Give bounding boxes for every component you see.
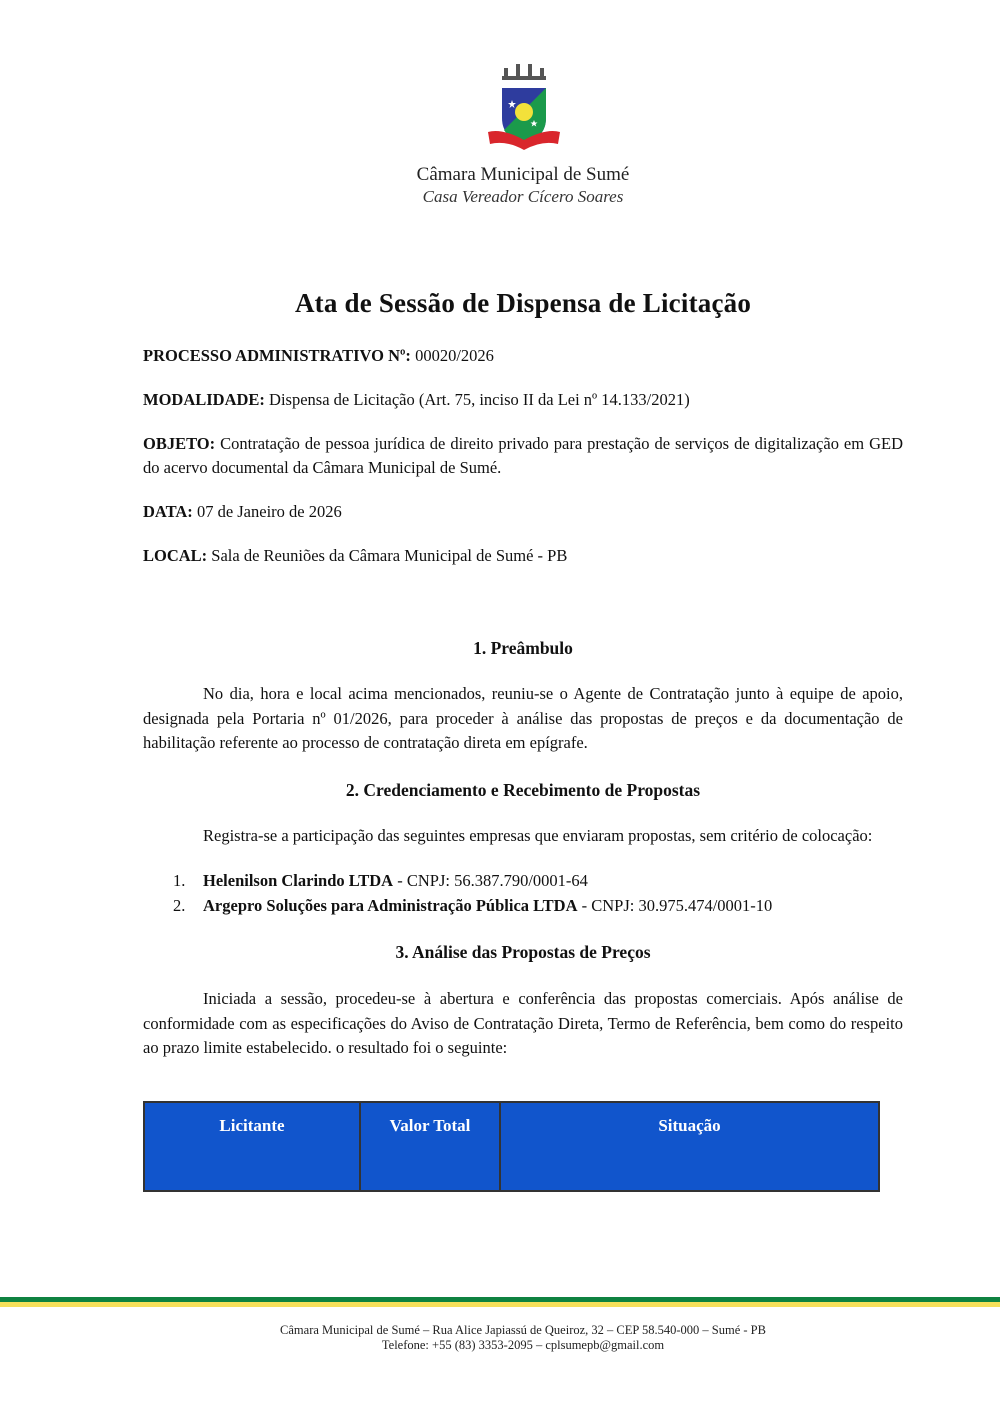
list-item <box>143 868 903 893</box>
local-value: Sala de Reuniões da Câmara Municipal de Sumé - PB <box>211 546 568 565</box>
company-list <box>143 868 903 918</box>
data-value: 07 de Janeiro de 2026 <box>196 502 342 521</box>
institution-name: Câmara Municipal de Sumé <box>416 164 630 185</box>
objeto-value: Contratação de pessoa jurídica de direito privado para prestação de serviços de digitalização em GED do acervo documental da Câmara Municipal de Sumé. <box>143 434 903 477</box>
company-name: Argepro Soluções para Administração Pública LTDA <box>203 896 578 915</box>
footer-stripe-yellow <box>0 1302 1000 1307</box>
local-label: LOCAL: <box>143 546 208 565</box>
processo-value: 00020/2026 <box>415 346 494 365</box>
list-number: 1. <box>173 871 186 890</box>
section-heading-credenciamento: 2. Credenciamento e Recebimento de Propostas <box>345 780 701 800</box>
municipal-coat-of-arms-icon <box>482 60 566 152</box>
list-item <box>143 893 903 918</box>
processo-label: PROCESSO ADMINISTRATIVO Nº: <box>143 346 411 365</box>
column-header-situacao: Situação <box>500 1102 879 1191</box>
processo-field <box>143 344 903 368</box>
institution-subtitle: Casa Vereador Cícero Soares <box>422 187 624 206</box>
footer-contact: Telefone: +55 (83) 3353-2095 – cplsumepb@gmail.com <box>381 1338 665 1352</box>
column-header-licitante: Licitante <box>144 1102 360 1191</box>
modalidade-value: Dispensa de Licitação (Art. 75, inciso II da Lei nº 14.133/2021) <box>269 390 690 409</box>
preambulo-paragraph: No dia, hora e local acima mencionados, reuniu-se o Agente de Contratação junto à equipe de apoio, designada pela Portaria nº 01/2026, para proceder à análise das propostas de preços e da documentação de habilitação referente ao processo de contratação direta em epígrafe. <box>143 684 903 752</box>
section-heading-analise: 3. Análise das Propostas de Preços <box>395 942 651 962</box>
section-heading-preambulo: 1. Preâmbulo <box>473 638 573 658</box>
objeto-label: OBJETO: <box>143 434 216 453</box>
list-number: 2. <box>173 896 186 915</box>
local-field <box>143 544 903 568</box>
document-title: Ata de Sessão de Dispensa de Licitação <box>294 288 752 318</box>
company-name: Helenilson Clarindo LTDA <box>203 871 394 890</box>
modalidade-label: MODALIDADE: <box>143 390 265 409</box>
modalidade-field <box>143 388 903 412</box>
credenciamento-paragraph: Registra-se a participação das seguintes empresas que enviaram propostas, sem critério de colocação: <box>203 826 873 845</box>
column-header-valor-total: Valor Total <box>360 1102 500 1191</box>
results-table <box>143 1101 880 1192</box>
footer-address: Câmara Municipal de Sumé – Rua Alice Japiassú de Queiroz, 32 – CEP 58.540-000 – Sumé - PB <box>280 1323 766 1337</box>
objeto-field <box>143 432 903 480</box>
table-header-row <box>144 1102 879 1191</box>
company-cnpj: - CNPJ: 30.975.474/0001-10 <box>577 896 773 915</box>
data-label: DATA: <box>143 502 193 521</box>
data-field <box>143 500 903 524</box>
company-cnpj: - CNPJ: 56.387.790/0001-64 <box>393 871 588 890</box>
analise-paragraph: Iniciada a sessão, procedeu-se à abertura e conferência das propostas comerciais. Após análise de conformidade com as especificações do Aviso de Contratação Direta, Termo de Referência, bem como do respeito ao prazo limite estabelecido. o resultado foi o seguinte: <box>143 989 903 1057</box>
